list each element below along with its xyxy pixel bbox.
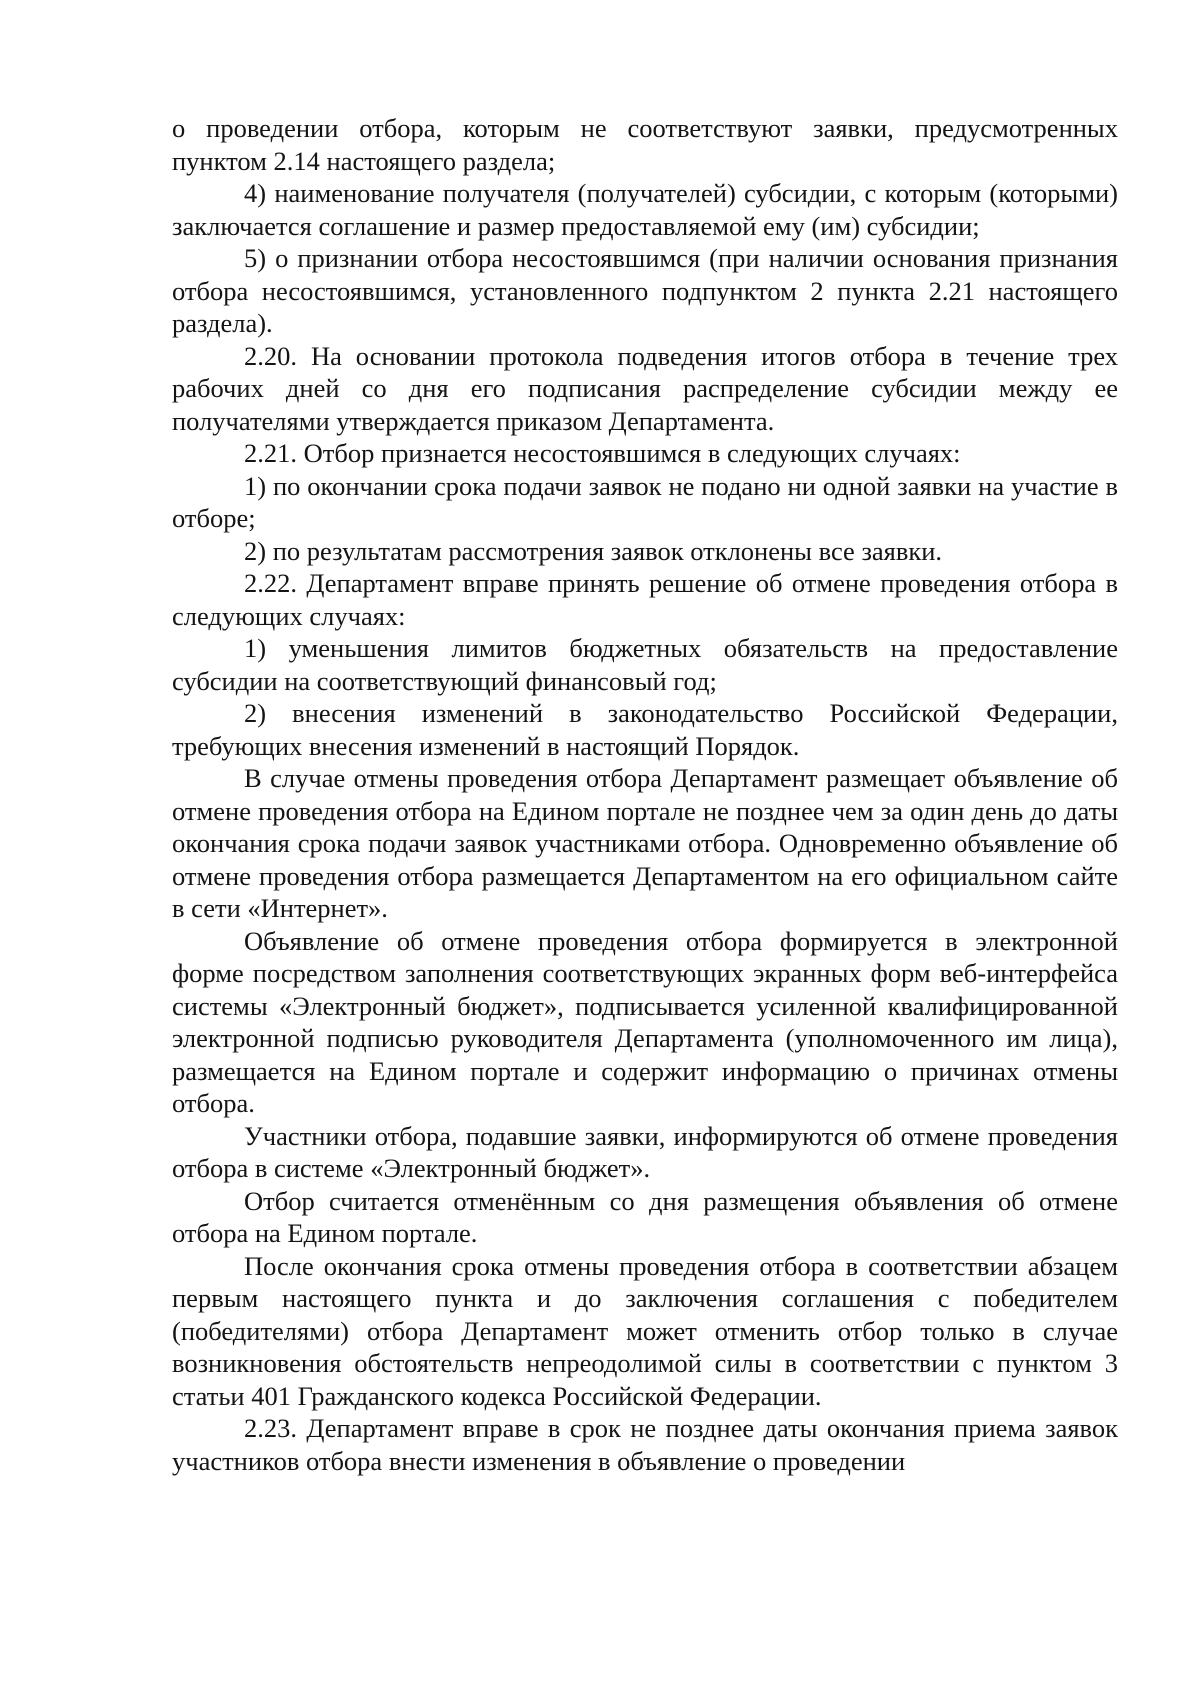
paragraph-2-22: 2.22. Департамент вправе принять решение об отмене проведения отбора в следующих случаях:: [172, 568, 1118, 631]
paragraph-cancel-form: Объявление об отмене проведения отбора формируется в электронной форме посредством заполнения соответствующих экранных форм веб-интерфейса системы «Электронный бюджет», подписывается усиленной квалифицированной электронной подписью руководителя Департамента (уполномоченного им лица), размещается на Едином портале и содержит информацию о причинах отмены отбора.: [172, 925, 1118, 1118]
paragraph-item-4: 4) наименование получателя (получателей) субсидии, с которым (которыми) заключается соглашение и размер предоставляемой ему (им) субсидии;: [172, 178, 1118, 241]
paragraph-2-21: 2.21. Отбор признается несостоявшимся в следующих случаях:: [244, 438, 961, 468]
document-text: [172, 112, 1118, 1477]
paragraph-cancel-date: Отбор считается отменённым со дня размещения объявления об отмене отбора на Едином портале.: [172, 1185, 1118, 1248]
paragraph-2-20: 2.20. На основании протокола подведения итогов отбора в течение трех рабочих дней со дня его подписания распределение субсидии между ее получателями утверждается приказом Департамента.: [172, 340, 1118, 436]
paragraph-2-21-item-1: 1) по окончании срока подачи заявок не подано ни одной заявки на участие в отборе;: [172, 470, 1118, 533]
paragraph-cancel-announcement: В случае отмены проведения отбора Департамент размещает объявление об отмене проведения отбора на Едином портале не позднее чем за один день до даты окончания срока подачи заявок участниками отбора. Одновременно объявление об отмене проведения отбора размещается Департаментом на его официальном сайте в сети «Интернет».: [172, 763, 1118, 923]
paragraph-2-23: 2.23. Департамент вправе в срок не позднее даты окончания приема заявок участников отбора внести изменения в объявление о проведении: [172, 1413, 1118, 1476]
paragraph-item-5: 5) о признании отбора несостоявшимся (при наличии основания признания отбора несостоявшимся, установленного подпунктом 2 пункта 2.21 настоящего раздела).: [172, 243, 1118, 338]
paragraph-2-22-item-2: 2) внесения изменений в законодательство Российской Федерации, требующих внесения изменений в настоящий Порядок.: [172, 698, 1118, 761]
paragraph-2-22-item-1: 1) уменьшения лимитов бюджетных обязательств на предоставление субсидии на соответствующий финансовый год;: [172, 633, 1118, 696]
paragraph-force-majeure: После окончания срока отмены проведения отбора в соответствии абзацем первым настоящего пункта и до заключения соглашения с победителем (победителями) отбора Департамент может отменить отбор только в случае возникновения обстоятельств непреодолимой силы в соответствии с пунктом 3 статьи 401 Гражданского кодекса Российской Федерации.: [172, 1250, 1118, 1411]
paragraph-intro-continuation: о проведении отбора, которым не соответствуют заявки, предусмотренных пунктом 2.14 настоящего раздела;: [172, 113, 1118, 176]
paragraph-participants-informed: Участники отбора, подавшие заявки, информируются об отмене проведения отбора в системе «Электронный бюджет».: [172, 1120, 1118, 1183]
paragraph-2-21-item-2: 2) по результатам рассмотрения заявок отклонены все заявки.: [244, 535, 943, 566]
